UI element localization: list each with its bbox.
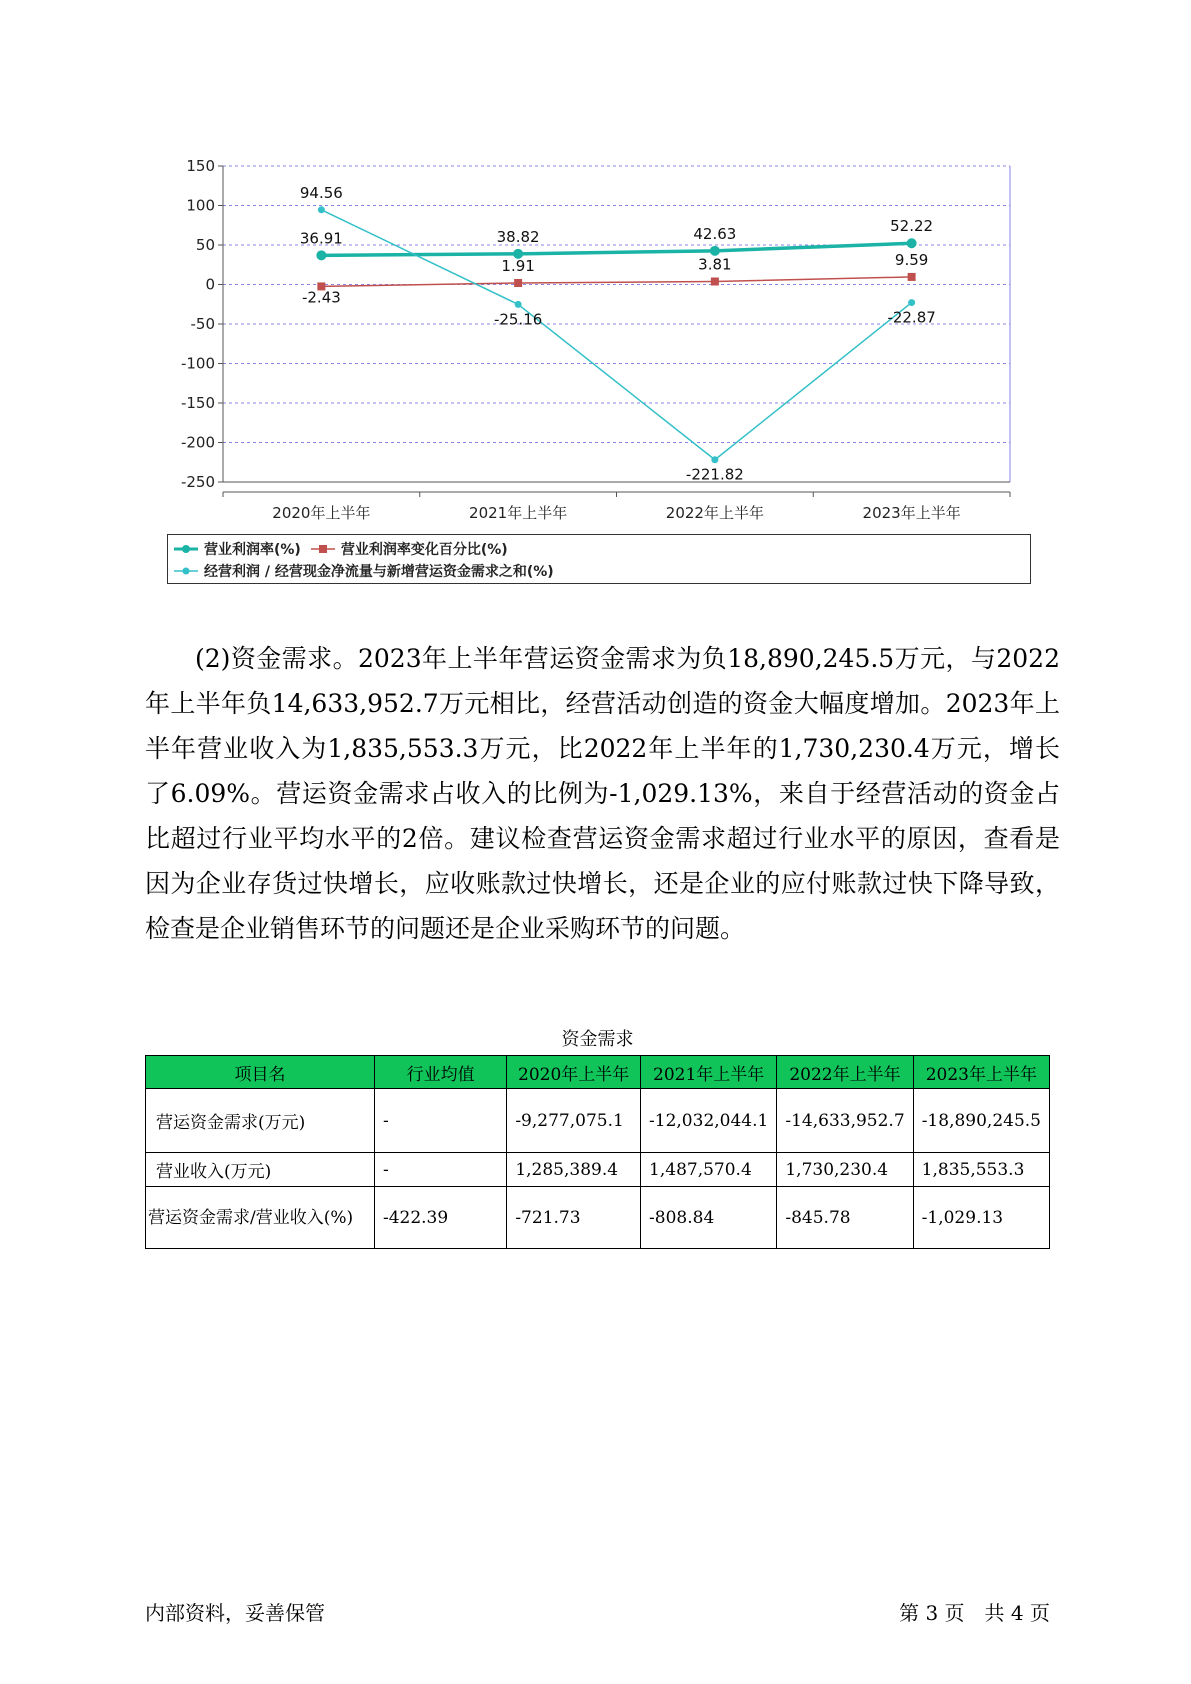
y-tick-label: 50 <box>195 236 215 254</box>
table-title: 资金需求 <box>561 1029 634 1050</box>
legend-marker-circle-icon <box>174 543 198 555</box>
body-paragraph: (2)资金需求。2023年上半年营运资金需求为负18,890,245.5万元，与2022年上半年负14,633,952.7万元相比，经营活动创造的资金大幅度增加。2023年上半年营业收入为1,835,553.3万元，比2022年上半年的1,730,230.4万元，增长了6.09%。营运资金需求占收入的比例为-1,029.13%，来自于经营活动的资金占比超过行业平均水平的2倍。建议检查营运资金需求超过行业水平的原因，查看是因为企业存货过快增长，应收账款过快增长，还是企业的应付账款过快下降导致，检查是企业销售环节的问题还是企业采购环节的问题。 <box>145 644 1060 943</box>
data-label: 52.22 <box>890 217 934 236</box>
data-label: -25.16 <box>493 310 543 329</box>
footer-confidential-note: 内部资料，妥善保管 <box>145 1601 325 1625</box>
table-cell: 营业收入(万元) <box>146 1153 375 1187</box>
data-table <box>145 1055 1050 1249</box>
table-cell: -721.73 <box>507 1187 641 1249</box>
table-cell: -12,032,044.1 <box>641 1089 777 1153</box>
table-cell: 1,835,553.3 <box>913 1153 1049 1187</box>
data-point <box>711 277 719 285</box>
chart-legend <box>167 534 1031 584</box>
table-row <box>146 1153 1050 1187</box>
y-tick-label: 0 <box>205 275 215 294</box>
data-label: 9.59 <box>894 250 929 269</box>
table-cell: -422.39 <box>374 1187 506 1249</box>
legend-item-operating-margin <box>174 539 301 559</box>
data-label: 38.82 <box>496 227 540 246</box>
data-label: -22.87 <box>887 308 936 327</box>
column-header: 2022年上半年 <box>777 1056 913 1089</box>
legend-label: 营业利润率变化百分比(%) <box>340 542 508 558</box>
data-point <box>908 299 915 306</box>
data-point <box>908 273 916 281</box>
table-cell: 1,730,230.4 <box>777 1153 913 1187</box>
data-point <box>318 206 325 213</box>
x-tick-label: 2022年上半年 <box>665 504 764 522</box>
data-label: 1.91 <box>501 256 535 275</box>
legend-marker-circle-icon <box>174 565 198 577</box>
data-label: 42.63 <box>693 224 737 243</box>
legend-item-margin-change <box>311 539 508 559</box>
table-header-row <box>146 1056 1050 1089</box>
table-cell: -9,277,075.1 <box>507 1089 641 1153</box>
data-point <box>907 238 917 248</box>
table-cell: -845.78 <box>777 1187 913 1249</box>
table-cell: - <box>374 1153 506 1187</box>
data-point <box>514 279 522 287</box>
table-cell: 营运资金需求(万元) <box>146 1089 375 1153</box>
y-tick-label: 150 <box>186 157 215 175</box>
data-label: 36.91 <box>299 229 343 248</box>
legend-label: 经营利润 / 经营现金净流量与新增营运资金需求之和(%) <box>204 564 554 580</box>
line-chart <box>160 150 1060 530</box>
legend-item-operating-profit-ratio <box>174 561 554 581</box>
data-point <box>710 246 720 256</box>
data-label: -2.43 <box>301 288 341 307</box>
table-cell: 1,285,389.4 <box>507 1153 641 1187</box>
column-header: 2021年上半年 <box>641 1056 777 1089</box>
column-header: 2020年上半年 <box>507 1056 641 1089</box>
table-cell: 1,487,570.4 <box>641 1153 777 1187</box>
legend-label: 营业利润率(%) <box>204 542 301 558</box>
data-label: -221.82 <box>685 465 744 484</box>
y-tick-label: -100 <box>180 354 215 373</box>
y-tick-label: 100 <box>186 196 215 215</box>
table-cell: -1,029.13 <box>913 1187 1049 1249</box>
column-header: 2023年上半年 <box>913 1056 1049 1089</box>
table-cell: -14,633,952.7 <box>777 1089 913 1153</box>
y-tick-label: -250 <box>180 473 215 491</box>
x-tick-label: 2023年上半年 <box>862 504 961 522</box>
x-tick-label: 2020年上半年 <box>272 504 371 522</box>
table-cell: - <box>374 1089 506 1153</box>
table-row <box>146 1187 1050 1249</box>
table-row <box>146 1089 1050 1153</box>
y-tick-label: -200 <box>180 433 215 452</box>
table-cell: 营运资金需求/营业收入(%) <box>146 1187 375 1249</box>
y-tick-label: -50 <box>190 315 215 333</box>
data-point <box>316 250 326 260</box>
column-header: 行业均值 <box>374 1056 506 1089</box>
table-cell: -18,890,245.5 <box>913 1089 1049 1153</box>
data-point <box>515 301 522 308</box>
data-label: 94.56 <box>299 183 343 202</box>
data-label: 3.81 <box>698 255 732 274</box>
data-point <box>711 456 718 463</box>
column-header: 项目名 <box>146 1056 375 1089</box>
table-cell: -808.84 <box>641 1187 777 1249</box>
legend-marker-square-icon <box>311 543 335 555</box>
x-tick-label: 2021年上半年 <box>469 504 568 522</box>
y-tick-label: -150 <box>180 394 215 412</box>
page-number: 第 3 页 共 4 页 <box>899 1601 1050 1625</box>
